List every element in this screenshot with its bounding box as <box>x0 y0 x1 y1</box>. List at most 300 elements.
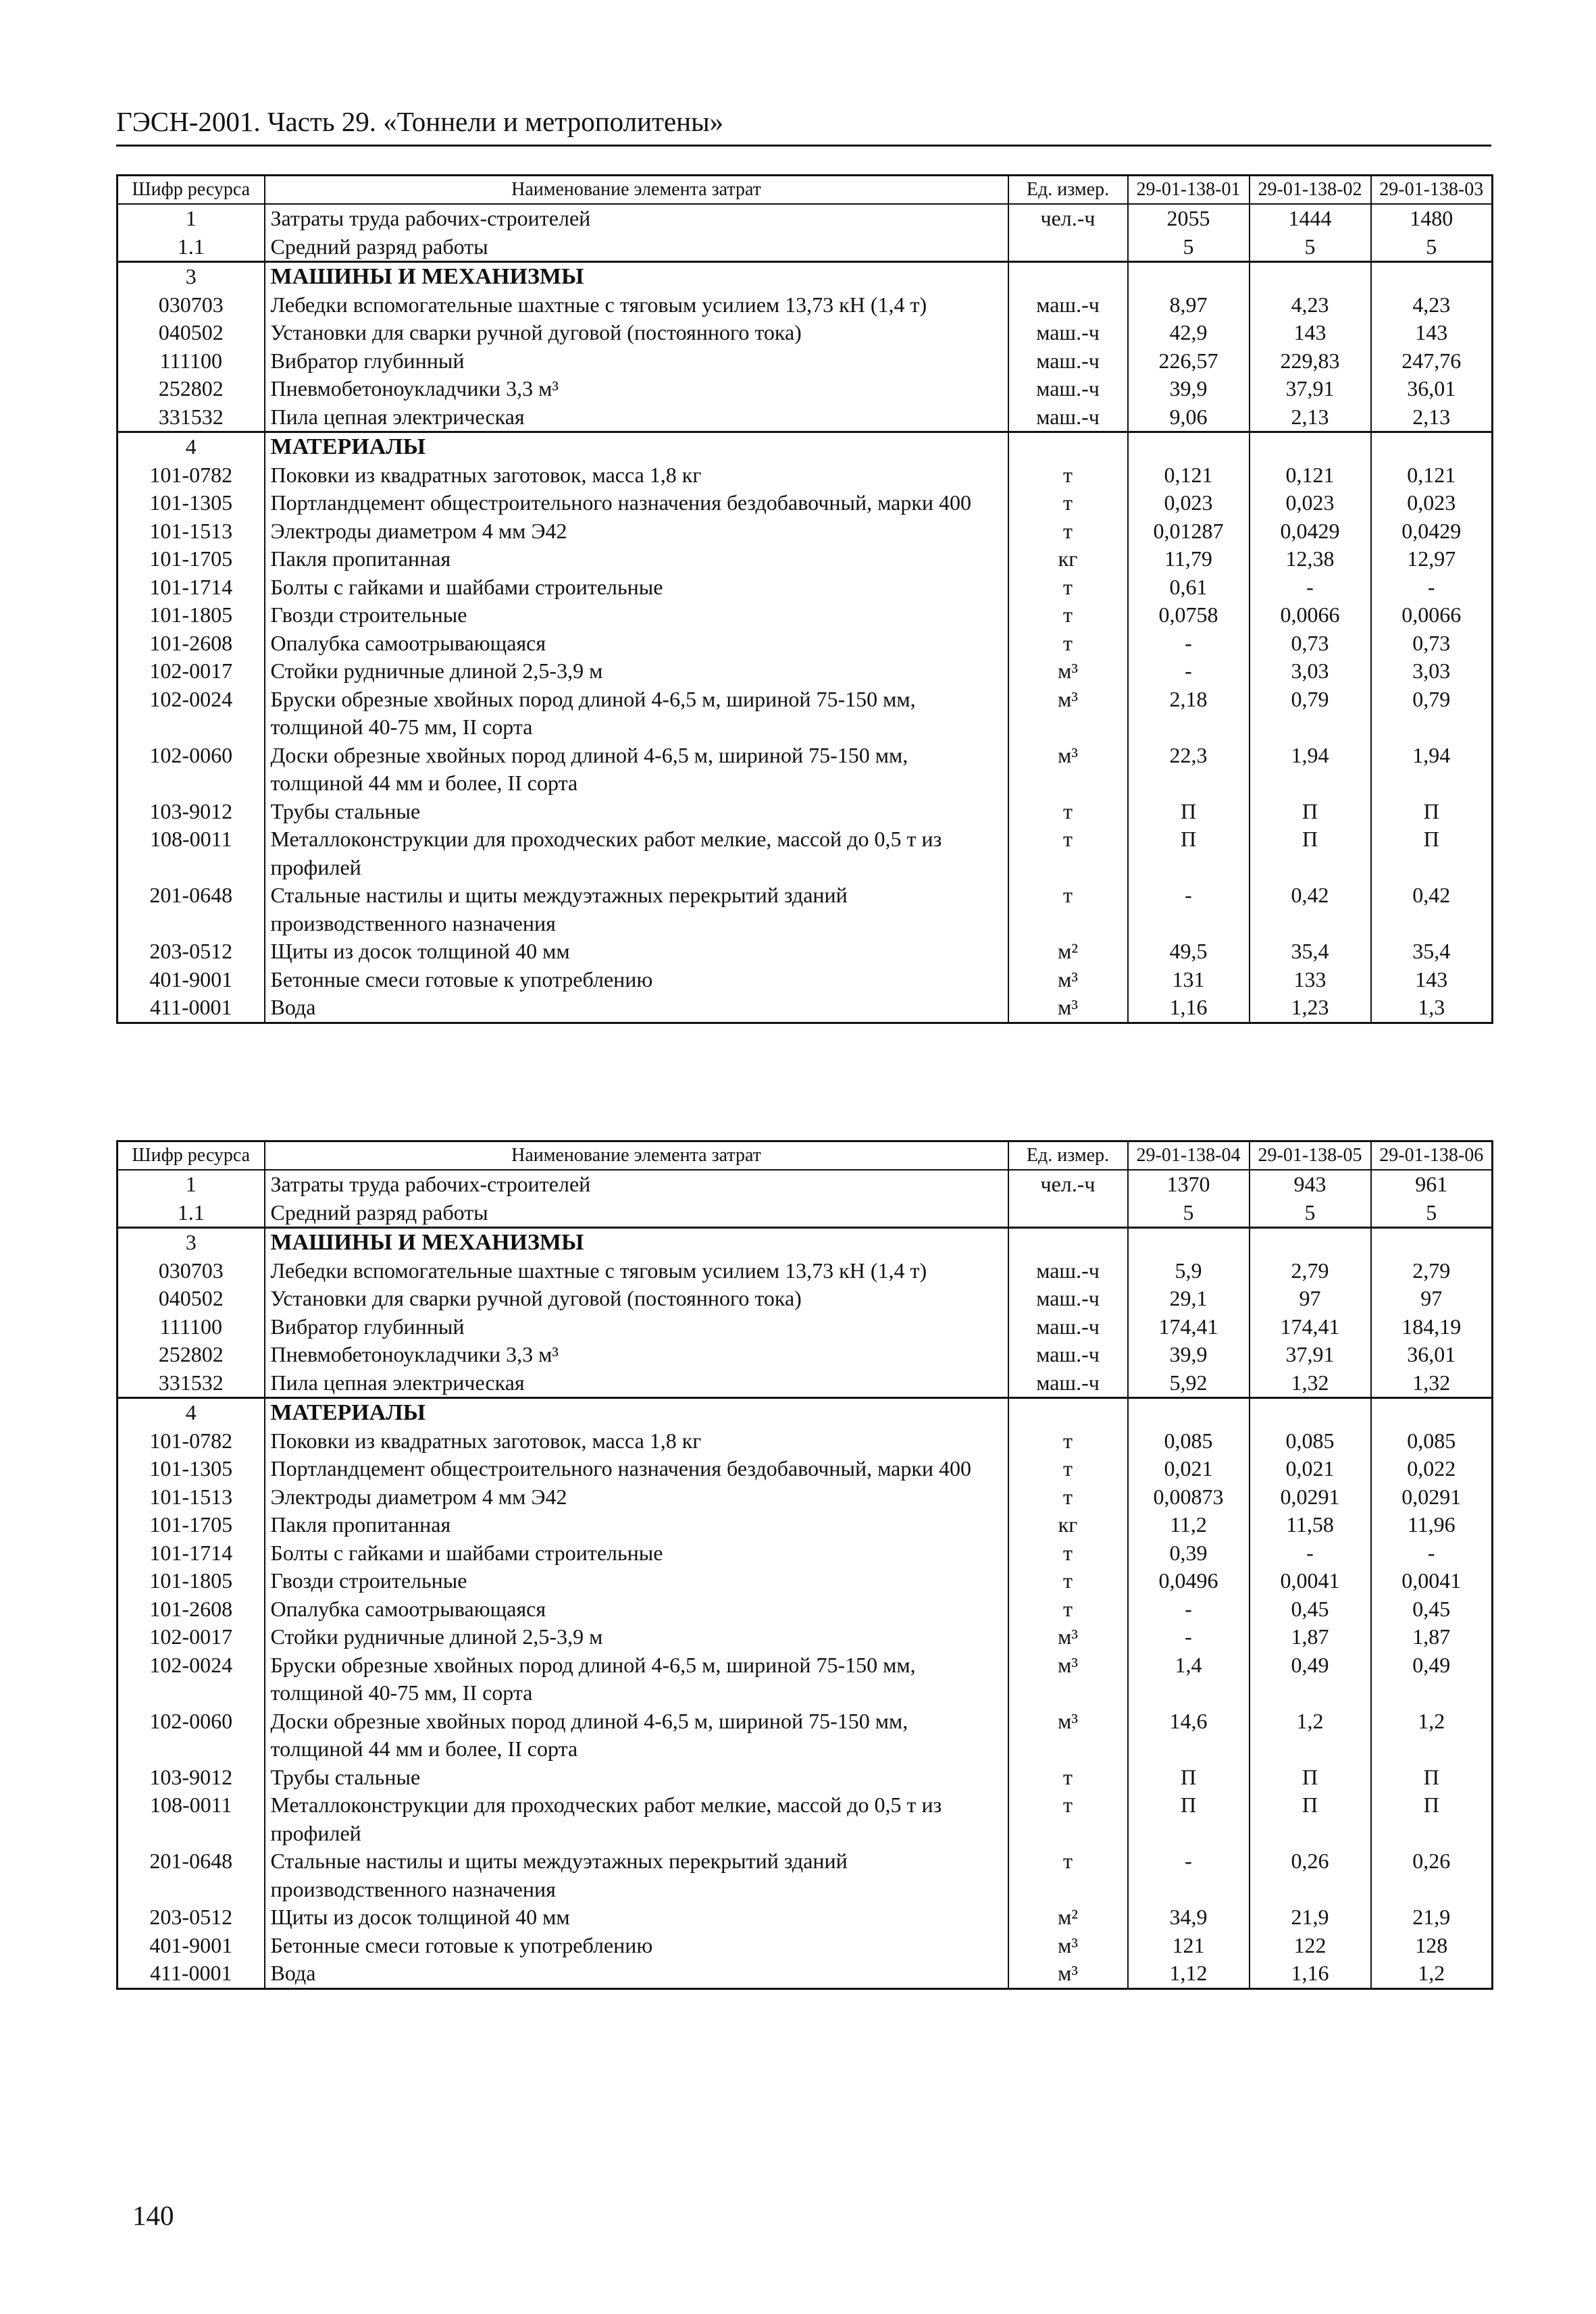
header-norm-1: 29-01-138-04 <box>1128 1141 1250 1171</box>
resource-value: - <box>1250 1539 1371 1568</box>
resource-value: 97 <box>1371 1285 1493 1313</box>
table-row <box>118 347 1493 376</box>
resource-value: П <box>1128 1791 1250 1847</box>
resource-unit: т <box>1008 881 1128 937</box>
resource-value: П <box>1371 825 1493 881</box>
resource-value: - <box>1128 1623 1250 1651</box>
resource-value: 174,41 <box>1128 1313 1250 1341</box>
resource-name: Гвозди строительные <box>265 601 1008 629</box>
resource-name: Пакля пропитанная <box>265 1511 1008 1539</box>
table-row <box>118 1313 1493 1341</box>
header-unit: Ед. измер. <box>1008 176 1128 205</box>
resource-value: 0,121 <box>1250 461 1371 490</box>
resource-value: 0,0291 <box>1371 1483 1493 1512</box>
resource-value: 1,2 <box>1371 1707 1493 1764</box>
resource-unit: кг <box>1008 1511 1128 1539</box>
resource-name: Трубы стальные <box>265 798 1008 826</box>
resource-unit: м³ <box>1008 686 1128 742</box>
resource-code: 030703 <box>118 1257 265 1285</box>
table-row <box>118 657 1493 686</box>
resource-code: 1 <box>118 204 265 233</box>
resource-value: 1,87 <box>1250 1623 1371 1651</box>
resource-value: 0,01287 <box>1128 517 1250 546</box>
resource-unit: м³ <box>1008 1623 1128 1651</box>
resource-code: 252802 <box>118 1341 265 1369</box>
resource-name: Щиты из досок толщиной 40 мм <box>265 1903 1008 1932</box>
resource-name: Установки для сварки ручной дуговой (постоянного тока) <box>265 319 1008 347</box>
resource-name: МАТЕРИАЛЫ <box>265 1398 1008 1427</box>
resource-code: 101-1305 <box>118 489 265 517</box>
resource-name: Электроды диаметром 4 мм Э42 <box>265 517 1008 546</box>
resource-unit: т <box>1008 1455 1128 1483</box>
resource-unit: т <box>1008 1483 1128 1512</box>
resource-value: 42,9 <box>1128 319 1250 347</box>
resource-value: 39,9 <box>1128 375 1250 403</box>
resource-value: 0,085 <box>1250 1427 1371 1456</box>
resource-table-2 <box>116 1140 1493 1990</box>
resource-name: Установки для сварки ручной дуговой (постоянного тока) <box>265 1285 1008 1313</box>
resource-code: 101-1805 <box>118 1567 265 1595</box>
resource-value: П <box>1250 798 1371 826</box>
table-row <box>118 1847 1493 1903</box>
resource-unit: т <box>1008 1791 1128 1847</box>
resource-value: 0,0758 <box>1128 601 1250 629</box>
header-norm-3: 29-01-138-06 <box>1371 1141 1493 1171</box>
resource-name: Затраты труда рабочих-строителей <box>265 204 1008 233</box>
table-row <box>118 1257 1493 1285</box>
resource-unit: т <box>1008 601 1128 629</box>
resource-value: 2055 <box>1128 204 1250 233</box>
resource-value: 5 <box>1371 1199 1493 1228</box>
resource-name: Бруски обрезные хвойных пород длиной 4-6,5 м, шириной 75-150 мм, толщиной 40-75 мм, II сорта <box>265 686 1008 742</box>
resource-value: 5 <box>1128 233 1250 262</box>
table-row <box>118 1199 1493 1228</box>
resource-value: 0,0041 <box>1250 1567 1371 1595</box>
resource-code: 101-2608 <box>118 629 265 658</box>
resource-value: 133 <box>1250 966 1371 994</box>
table-row <box>118 1707 1493 1764</box>
resource-value: П <box>1371 1791 1493 1847</box>
resource-unit: м³ <box>1008 742 1128 798</box>
resource-value: 2,13 <box>1250 403 1371 432</box>
resource-unit: маш.-ч <box>1008 1313 1128 1341</box>
resource-value: 1,2 <box>1371 1959 1493 1988</box>
resource-code: 1.1 <box>118 233 265 262</box>
resource-unit: т <box>1008 1764 1128 1792</box>
resource-code: 1 <box>118 1170 265 1199</box>
resource-unit: т <box>1008 825 1128 881</box>
resource-code: 102-0017 <box>118 657 265 686</box>
resource-value: - <box>1128 1847 1250 1903</box>
resource-value: - <box>1371 1539 1493 1568</box>
table-row <box>118 966 1493 994</box>
table-row <box>118 573 1493 602</box>
resource-value: 0,61 <box>1128 573 1250 602</box>
section-row <box>118 1228 1493 1257</box>
resource-name: Вибратор глубинный <box>265 347 1008 376</box>
resource-name: Портландцемент общестроительного назначения бездобавочный, марки 400 <box>265 1455 1008 1483</box>
section-row <box>118 1398 1493 1427</box>
resource-value: 1,94 <box>1371 742 1493 798</box>
resource-value: П <box>1250 825 1371 881</box>
resource-unit: м² <box>1008 937 1128 966</box>
resource-unit: чел.-ч <box>1008 204 1128 233</box>
resource-value: 0,42 <box>1371 881 1493 937</box>
resource-value: П <box>1371 1764 1493 1792</box>
table-row <box>118 204 1493 233</box>
resource-code: 040502 <box>118 1285 265 1313</box>
table-row <box>118 1903 1493 1932</box>
resource-value: 12,97 <box>1371 545 1493 573</box>
resource-value: 247,76 <box>1371 347 1493 376</box>
resource-value: 122 <box>1250 1932 1371 1960</box>
resource-value: 0,023 <box>1250 489 1371 517</box>
resource-value: 37,91 <box>1250 375 1371 403</box>
resource-code: 4 <box>118 432 265 461</box>
resource-name: Поковки из квадратных заготовок, масса 1,8 кг <box>265 1427 1008 1456</box>
resource-name: Бетонные смеси готовые к употреблению <box>265 966 1008 994</box>
resource-name: Пила цепная электрическая <box>265 403 1008 432</box>
resource-code: 103-9012 <box>118 798 265 826</box>
resource-value: 184,19 <box>1371 1313 1493 1341</box>
header-code: Шифр ресурса <box>118 1141 265 1171</box>
resource-code: 102-0060 <box>118 1707 265 1764</box>
page-title: ГЭСН-2001. Часть 29. «Тоннели и метрополитены» <box>116 106 724 137</box>
resource-value: 36,01 <box>1371 375 1493 403</box>
resource-code: 040502 <box>118 319 265 347</box>
resource-value: 1,16 <box>1250 1959 1371 1988</box>
resource-value: П <box>1128 798 1250 826</box>
resource-name: Лебедки вспомогательные шахтные с тяговым усилием 13,73 кН (1,4 т) <box>265 291 1008 319</box>
table-row <box>118 601 1493 629</box>
resource-unit <box>1008 1199 1128 1228</box>
resource-code: 203-0512 <box>118 937 265 966</box>
table-row <box>118 1285 1493 1313</box>
resource-value <box>1128 432 1250 461</box>
resource-value: П <box>1128 825 1250 881</box>
resource-value: 1,32 <box>1250 1369 1371 1398</box>
resource-value: 21,9 <box>1371 1903 1493 1932</box>
resource-value: 0,42 <box>1250 881 1371 937</box>
resource-unit: маш.-ч <box>1008 1341 1128 1369</box>
table-row <box>118 517 1493 546</box>
header-code: Шифр ресурса <box>118 176 265 205</box>
table-row <box>118 403 1493 432</box>
table-row <box>118 1427 1493 1456</box>
table-row <box>118 937 1493 966</box>
resource-unit <box>1008 432 1128 461</box>
table-row <box>118 825 1493 881</box>
resource-name: Пила цепная электрическая <box>265 1369 1008 1398</box>
resource-value: 5,92 <box>1128 1369 1250 1398</box>
resource-value: 0,49 <box>1250 1651 1371 1707</box>
table-header-row <box>118 176 1493 205</box>
resource-code: 201-0648 <box>118 881 265 937</box>
header-norm-2: 29-01-138-02 <box>1250 176 1371 205</box>
resource-value: 1,12 <box>1128 1959 1250 1988</box>
table-row <box>118 1651 1493 1707</box>
resource-value <box>1371 1398 1493 1427</box>
resource-value: 1,87 <box>1371 1623 1493 1651</box>
table-row <box>118 319 1493 347</box>
resource-name: Стальные настилы и щиты междуэтажных перекрытий зданий производственного назначения <box>265 881 1008 937</box>
resource-value: - <box>1371 573 1493 602</box>
resource-value: 0,73 <box>1250 629 1371 658</box>
resource-value: П <box>1371 798 1493 826</box>
resource-code: 203-0512 <box>118 1903 265 1932</box>
resource-value: - <box>1128 1595 1250 1624</box>
resource-value: 226,57 <box>1128 347 1250 376</box>
resource-value: 0,0429 <box>1371 517 1493 546</box>
table-row <box>118 1483 1493 1512</box>
resource-value <box>1371 262 1493 291</box>
resource-name: Стойки рудничные длиной 2,5-3,9 м <box>265 657 1008 686</box>
resource-value <box>1250 1228 1371 1257</box>
resource-name: Затраты труда рабочих-строителей <box>265 1170 1008 1199</box>
resource-code: 3 <box>118 1228 265 1257</box>
resource-value: 1,4 <box>1128 1651 1250 1707</box>
resource-code: 101-1705 <box>118 545 265 573</box>
resource-value: 35,4 <box>1250 937 1371 966</box>
resource-name: Трубы стальные <box>265 1764 1008 1792</box>
resource-unit: т <box>1008 629 1128 658</box>
resource-value: 29,1 <box>1128 1285 1250 1313</box>
table-row <box>118 1369 1493 1398</box>
resource-unit: м³ <box>1008 657 1128 686</box>
resource-code: 101-1513 <box>118 1483 265 1512</box>
header-name: Наименование элемента затрат <box>265 176 1008 205</box>
resource-code: 102-0017 <box>118 1623 265 1651</box>
resource-unit: м³ <box>1008 994 1128 1023</box>
resource-name: Болты с гайками и шайбами строительные <box>265 573 1008 602</box>
resource-value: П <box>1250 1764 1371 1792</box>
resource-name: Бруски обрезные хвойных пород длиной 4-6,5 м, шириной 75-150 мм, толщиной 40-75 мм, II сорта <box>265 1651 1008 1707</box>
resource-unit: т <box>1008 461 1128 490</box>
resource-name: Вибратор глубинный <box>265 1313 1008 1341</box>
resource-value <box>1128 1228 1250 1257</box>
resource-name: Гвозди строительные <box>265 1567 1008 1595</box>
resource-value: 1,32 <box>1371 1369 1493 1398</box>
resource-value: 0,121 <box>1128 461 1250 490</box>
resource-unit: м³ <box>1008 1932 1128 1960</box>
resource-value: 0,0041 <box>1371 1567 1493 1595</box>
resource-name: Лебедки вспомогательные шахтные с тяговым усилием 13,73 кН (1,4 т) <box>265 1257 1008 1285</box>
resource-unit <box>1008 233 1128 262</box>
resource-unit: т <box>1008 1847 1128 1903</box>
resource-value: 1,16 <box>1128 994 1250 1023</box>
table-row <box>118 742 1493 798</box>
resource-code: 102-0024 <box>118 1651 265 1707</box>
resource-name: Металлоконструкции для проходческих работ мелкие, массой до 0,5 т из профилей <box>265 825 1008 881</box>
resource-unit: т <box>1008 489 1128 517</box>
resource-value: 0,79 <box>1371 686 1493 742</box>
resource-value: 4,23 <box>1371 291 1493 319</box>
resource-unit: т <box>1008 1595 1128 1624</box>
resource-value: 35,4 <box>1371 937 1493 966</box>
resource-value: 0,0429 <box>1250 517 1371 546</box>
resource-unit: т <box>1008 573 1128 602</box>
resource-unit: т <box>1008 517 1128 546</box>
resource-value: 0,45 <box>1371 1595 1493 1624</box>
resource-value: 9,06 <box>1128 403 1250 432</box>
table-row <box>118 291 1493 319</box>
resource-name: МАШИНЫ И МЕХАНИЗМЫ <box>265 262 1008 291</box>
table-row <box>118 1623 1493 1651</box>
resource-code: 101-0782 <box>118 1427 265 1456</box>
resource-value: 22,3 <box>1128 742 1250 798</box>
resource-value: 121 <box>1128 1932 1250 1960</box>
header-norm-1: 29-01-138-01 <box>1128 176 1250 205</box>
table-row <box>118 629 1493 658</box>
table-row <box>118 489 1493 517</box>
resource-code: 331532 <box>118 403 265 432</box>
resource-value: 11,2 <box>1128 1511 1250 1539</box>
resource-value: 0,26 <box>1250 1847 1371 1903</box>
resource-unit: м² <box>1008 1903 1128 1932</box>
resource-value: 0,73 <box>1371 629 1493 658</box>
resource-value: 0,021 <box>1250 1455 1371 1483</box>
resource-value <box>1250 432 1371 461</box>
table-row <box>118 1455 1493 1483</box>
table-row <box>118 233 1493 262</box>
resource-value: 5 <box>1371 233 1493 262</box>
resource-value: 2,18 <box>1128 686 1250 742</box>
resource-unit <box>1008 1398 1128 1427</box>
resource-unit: м³ <box>1008 1959 1128 1988</box>
resource-value: 0,00873 <box>1128 1483 1250 1512</box>
resource-code: 102-0024 <box>118 686 265 742</box>
resource-value: 0,085 <box>1128 1427 1250 1456</box>
resource-name: Металлоконструкции для проходческих работ мелкие, массой до 0,5 т из профилей <box>265 1791 1008 1847</box>
resource-value: 3,03 <box>1250 657 1371 686</box>
resource-unit: т <box>1008 1567 1128 1595</box>
resource-value: 1,23 <box>1250 994 1371 1023</box>
resource-value: П <box>1128 1764 1250 1792</box>
header-norm-2: 29-01-138-05 <box>1250 1141 1371 1171</box>
resource-code: 101-1714 <box>118 573 265 602</box>
resource-code: 101-2608 <box>118 1595 265 1624</box>
table-row <box>118 545 1493 573</box>
resource-table-1 <box>116 174 1493 1024</box>
resource-value: 4,23 <box>1250 291 1371 319</box>
resource-name: Пневмобетоноукладчики 3,3 м³ <box>265 1341 1008 1369</box>
resource-value: 0,0496 <box>1128 1567 1250 1595</box>
resource-value: 5,9 <box>1128 1257 1250 1285</box>
resource-unit: маш.-ч <box>1008 1257 1128 1285</box>
resource-value: 36,01 <box>1371 1341 1493 1369</box>
table-row <box>118 798 1493 826</box>
table-row <box>118 461 1493 490</box>
resource-value <box>1250 1398 1371 1427</box>
table-body <box>118 204 1493 1023</box>
resource-unit: кг <box>1008 545 1128 573</box>
resource-unit: маш.-ч <box>1008 375 1128 403</box>
header-unit: Ед. измер. <box>1008 1141 1128 1171</box>
resource-code: 331532 <box>118 1369 265 1398</box>
resource-value: - <box>1128 629 1250 658</box>
resource-value: 0,39 <box>1128 1539 1250 1568</box>
resource-value: 143 <box>1371 319 1493 347</box>
page-header <box>116 101 1491 147</box>
resource-name: МАТЕРИАЛЫ <box>265 432 1008 461</box>
resource-value: 1370 <box>1128 1170 1250 1199</box>
resource-value: - <box>1128 657 1250 686</box>
resource-code: 030703 <box>118 291 265 319</box>
resource-name: Доски обрезные хвойных пород длиной 4-6,5 м, шириной 75-150 мм, толщиной 44 мм и более, II сорта <box>265 1707 1008 1764</box>
resource-code: 101-1305 <box>118 1455 265 1483</box>
resource-code: 252802 <box>118 375 265 403</box>
resource-code: 103-9012 <box>118 1764 265 1792</box>
resource-code: 101-1805 <box>118 601 265 629</box>
resource-value: 1,94 <box>1250 742 1371 798</box>
resource-name: Средний разряд работы <box>265 1199 1008 1228</box>
page-number: 140 <box>132 2200 174 2231</box>
table-row <box>118 1764 1493 1792</box>
resource-code: 411-0001 <box>118 1959 265 1988</box>
resource-code: 108-0011 <box>118 1791 265 1847</box>
resource-unit <box>1008 1228 1128 1257</box>
resource-code: 401-9001 <box>118 1932 265 1960</box>
resource-name: Стальные настилы и щиты междуэтажных перекрытий зданий производственного назначения <box>265 1847 1008 1903</box>
resource-value: 11,58 <box>1250 1511 1371 1539</box>
resource-value: 128 <box>1371 1932 1493 1960</box>
resource-name: Пакля пропитанная <box>265 545 1008 573</box>
resource-value: 229,83 <box>1250 347 1371 376</box>
resource-value: 143 <box>1371 966 1493 994</box>
resource-name: Вода <box>265 1959 1008 1988</box>
resource-name: Болты с гайками и шайбами строительные <box>265 1539 1008 1568</box>
resource-code: 401-9001 <box>118 966 265 994</box>
resource-value: 34,9 <box>1128 1903 1250 1932</box>
resource-value: 1,2 <box>1250 1707 1371 1764</box>
resource-code: 3 <box>118 262 265 291</box>
resource-code: 111100 <box>118 1313 265 1341</box>
header-norm-3: 29-01-138-03 <box>1371 176 1493 205</box>
resource-unit: т <box>1008 1539 1128 1568</box>
resource-value: 0,79 <box>1250 686 1371 742</box>
resource-unit: т <box>1008 798 1128 826</box>
resource-unit: м³ <box>1008 1651 1128 1707</box>
table-header-row <box>118 1141 1493 1171</box>
table-row <box>118 1959 1493 1988</box>
resource-name: Доски обрезные хвойных пород длиной 4-6,5 м, шириной 75-150 мм, толщиной 44 мм и более, II сорта <box>265 742 1008 798</box>
resource-value: 174,41 <box>1250 1313 1371 1341</box>
resource-name: Опалубка самоотрывающаяся <box>265 1595 1008 1624</box>
resource-value: 961 <box>1371 1170 1493 1199</box>
resource-value <box>1128 1398 1250 1427</box>
table-body <box>118 1170 1493 1988</box>
resource-name: Пневмобетоноукладчики 3,3 м³ <box>265 375 1008 403</box>
resource-value: 0,26 <box>1371 1847 1493 1903</box>
resource-code: 111100 <box>118 347 265 376</box>
resource-name: Электроды диаметром 4 мм Э42 <box>265 1483 1008 1512</box>
resource-value: 14,6 <box>1128 1707 1250 1764</box>
section-row <box>118 262 1493 291</box>
resource-name: Средний разряд работы <box>265 233 1008 262</box>
table-row <box>118 1511 1493 1539</box>
table-row <box>118 375 1493 403</box>
table-row <box>118 1539 1493 1568</box>
resource-value: 8,97 <box>1128 291 1250 319</box>
resource-unit: маш.-ч <box>1008 319 1128 347</box>
resource-value: 5 <box>1250 233 1371 262</box>
resource-unit: маш.-ч <box>1008 1285 1128 1313</box>
resource-unit: маш.-ч <box>1008 347 1128 376</box>
resource-value: П <box>1250 1791 1371 1847</box>
table-row <box>118 1791 1493 1847</box>
resource-value: 0,0291 <box>1250 1483 1371 1512</box>
resource-name: Бетонные смеси готовые к употреблению <box>265 1932 1008 1960</box>
